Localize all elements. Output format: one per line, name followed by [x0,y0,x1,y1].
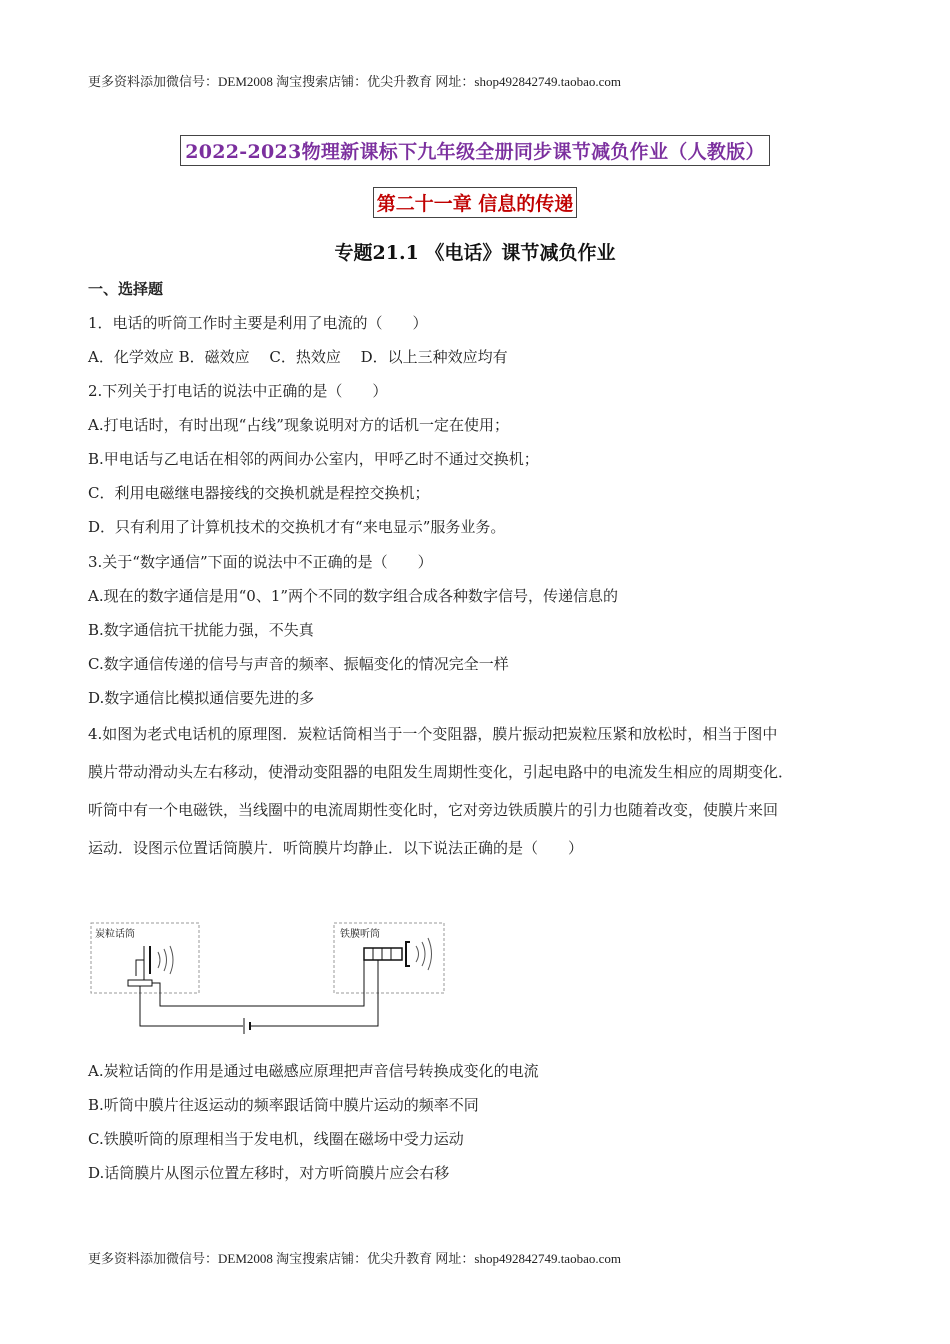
topic-title-row [0,238,950,265]
circuit-wire [152,960,364,1006]
sound-wave-icon [428,938,432,970]
q3-option-b: B.数字通信抗干扰能力强，不失真 [88,621,314,639]
rheostat [128,980,152,986]
q4-stem-line4: 运动．设图示位置话筒膜片．听筒膜片均静止．以下说法正确的是（ ） [88,839,584,857]
iron-diaphragm [406,942,410,966]
q4-stem-line2: 膜片带动滑动头左右移动，使滑动变阻器的电阻发生周期性变化，引起电路中的电流发生相应的周期变化． [88,763,794,781]
q3-option-d: D.数字通信比模拟通信要先进的多 [88,689,315,707]
sound-wave-icon [416,946,419,962]
receiver-label: 铁膜听筒 [340,929,380,940]
q3-option-a: A.现在的数字通信是用“0、1”两个不同的数字组合成各种数字信号，传递信息的 [88,587,619,605]
chapter-title: 第二十一章 信息的传递 [373,187,578,218]
q3-stem: 3.关于“数字通信”下面的说法中不正确的是（ ） [88,553,433,571]
q3-option-c: C.数字通信传递的信号与声音的频率、振幅变化的情况完全一样 [88,655,509,673]
q4-option-d: D.话筒膜片从图示位置左移时，对方听筒膜片应会右移 [88,1164,450,1182]
q4-stem-line1: 4.如图为老式电话机的原理图．炭粒话筒相当于一个变阻器，膜片振动把炭粒压紧和放松时，相当于图中 [88,725,778,743]
q1-options: A．化学效应 B．磁效应 C．热效应 D．以上三种效应均有 [88,348,508,366]
q2-option-a: A.打电话时，有时出现“占线”现象说明对方的话机一定在使用； [88,416,509,434]
section-heading: 一、选择题 [88,280,164,298]
chapter-title-row [0,187,950,218]
sound-wave-icon [158,952,160,968]
page-header: 更多资料添加微信号：DEM2008 淘宝搜索店铺：优尖升教育 网址：shop492842749.taobao.com [88,74,621,89]
page-footer: 更多资料添加微信号：DEM2008 淘宝搜索店铺：优尖升教育 网址：shop492842749.taobao.com [88,1251,621,1266]
sound-wave-icon [422,942,425,966]
telephone-circuit-diagram [88,918,460,1034]
q1-stem: 1．电话的听筒工作时主要是利用了电流的（ ） [88,314,428,332]
q2-option-c: C．利用电磁继电器接线的交换机就是程控交换机； [88,484,430,502]
q2-stem: 2.下列关于打电话的说法中正确的是（ ） [88,382,388,400]
sound-wave-icon [164,949,167,971]
q4-option-b: B.听筒中膜片往返运动的频率跟话筒中膜片运动的频率不同 [88,1096,479,1114]
main-title: 2022-2023物理新课标下九年级全册同步课节减负作业（人教版） [180,135,770,166]
microphone-label: 炭粒话筒 [95,929,135,940]
q4-option-a: A.炭粒话筒的作用是通过电磁感应原理把声音信号转换成变化的电流 [88,1062,539,1080]
mic-slider-arm [136,960,144,976]
q4-stem-line3: 听筒中有一个电磁铁，当线圈中的电流周期性变化时，它对旁边铁质膜片的引力也随着改变，使膜片来回 [88,801,779,819]
main-title-row [0,135,950,166]
q2-option-b: B.甲电话与乙电话在相邻的两间办公室内，甲呼乙时不通过交换机； [88,450,539,468]
q4-option-c: C.铁膜听筒的原理相当于发电机，线圈在磁场中受力运动 [88,1130,464,1148]
electromagnet [364,948,402,960]
sound-wave-icon [170,946,173,974]
q2-option-d: D．只有利用了计算机技术的交换机才有“来电显示”服务业务。 [88,518,506,536]
topic-title: 专题21.1 《电话》课节减负作业 [334,242,616,264]
